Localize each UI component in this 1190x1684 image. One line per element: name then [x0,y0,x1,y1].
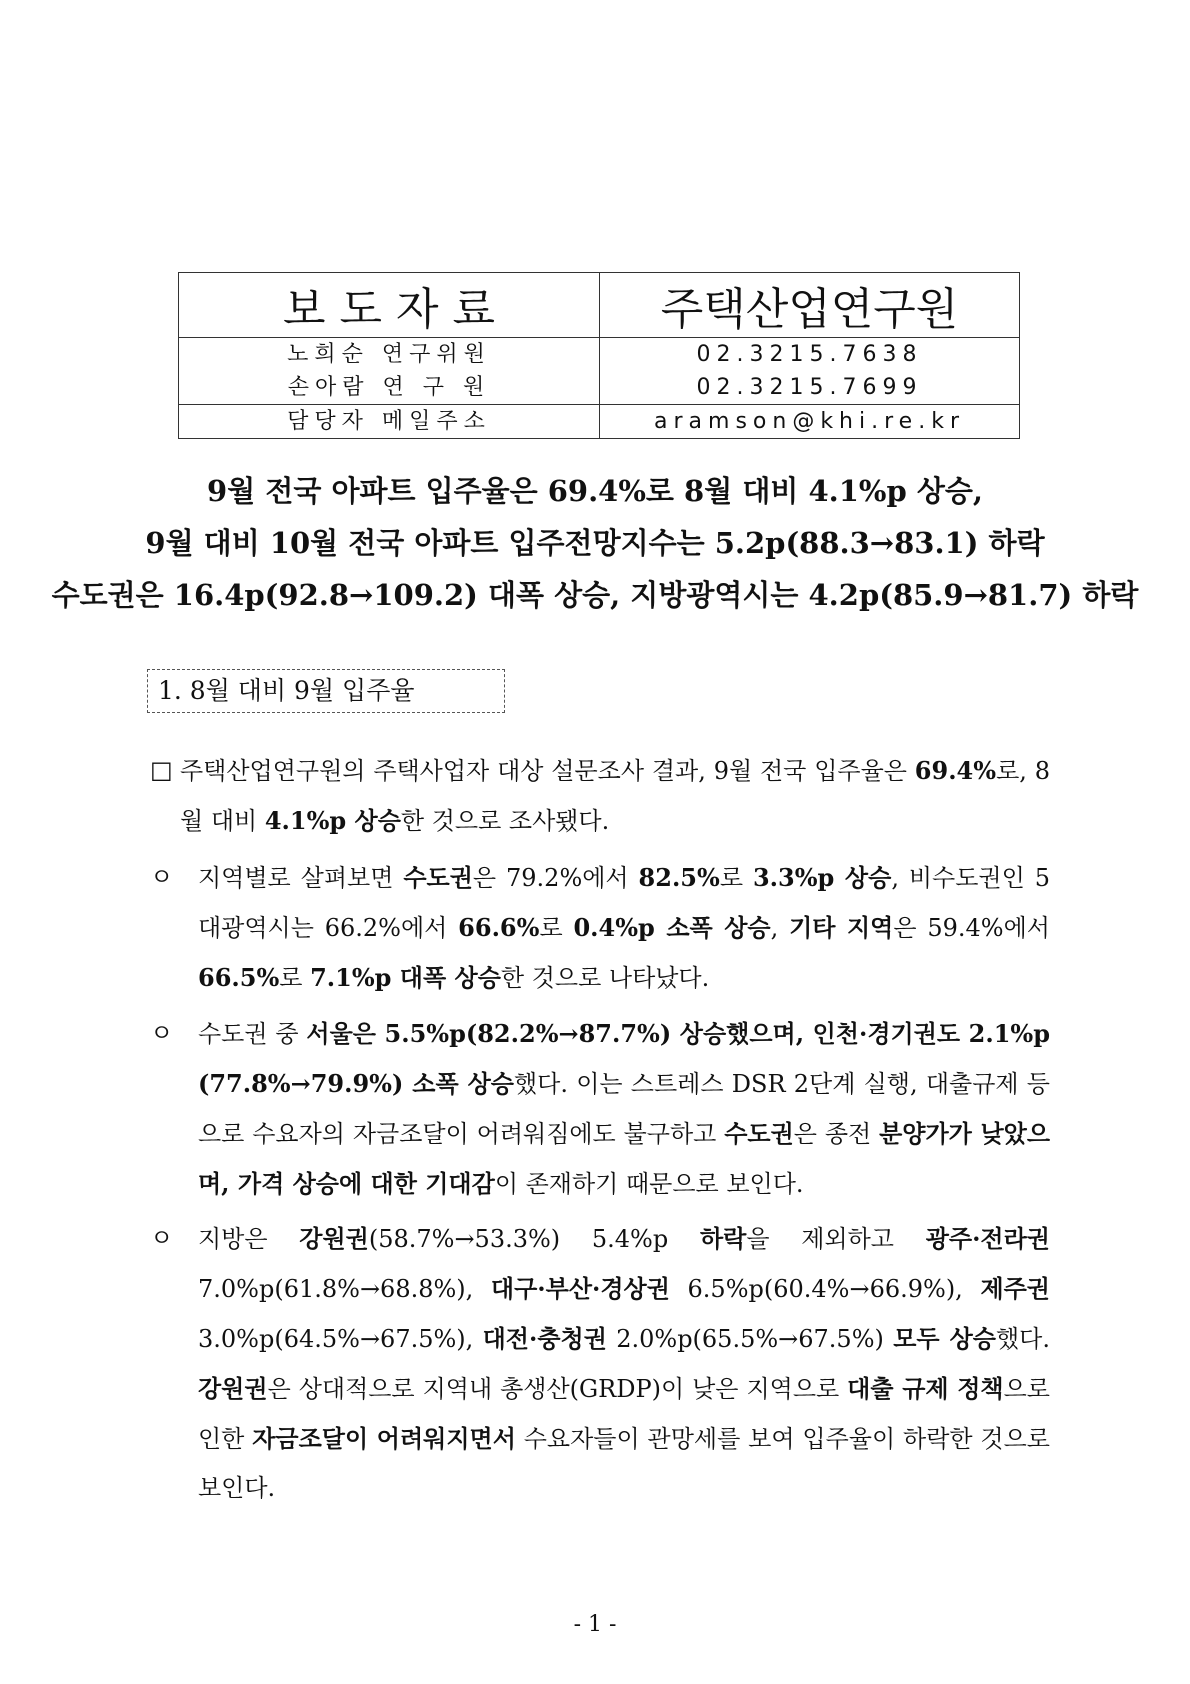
contact-phones [600,338,1020,405]
headline [0,465,1190,621]
headline-line1: 9월 전국 아파트 입주율은 69.4%로 8월 대비 4.1%p 상승, [207,474,983,508]
bullet-marker: ㅇ [150,1224,174,1252]
institute-name: 주택산업연구원 [600,273,1020,338]
section-1-title: 1. 8월 대비 9월 입주율 [147,669,505,713]
contact-names [179,338,600,405]
headline-line3: 수도권은 16.4p(92.8→109.2) 대폭 상승, 지방광역시는 4.2p(85.9→81.7) 하락 [51,578,1139,612]
email-label: 담당자 메일주소 [179,405,600,439]
bullet-marker: ㅇ [150,1019,174,1047]
page-number: - 1 - [573,1612,617,1637]
contact2-name: 손아람 연 구 원 [287,375,491,400]
contact1-phone: 02.3215.7638 [696,342,923,367]
bullet-marker: ㅇ [150,863,174,891]
press-release-header-table [178,272,1020,439]
box-marker: □ [150,756,173,784]
bullet-regional-text: 지역별로 살펴보면 수도권은 79.2%에서 82.5%로 3.3%p 상승, 비수도권인 5대광역시는 66.2%에서 66.6%로 0.4%p 소폭 상승, 기타 지역은 59.4%에서 66.5%로 7.1%p 대폭 상승한 것으로 나타났다. [198,863,1050,992]
contact1-name: 노희순 연구위원 [287,342,491,367]
email-address[interactable]: aramson@khi.re.kr [600,405,1020,439]
bullet-capital-area-text: 수도권 중 서울은 5.5%p(82.2%→87.7%) 상승했으며, 인천·경기권도 2.1%p (77.8%→79.9%) 소폭 상승했다. 이는 스트레스 DSR 2단계 실행, 대출규제 등으로 수요자의 자금조달이 어려워짐에도 불구하고 수도권은 종전 분양가가 낮았으며, 가격 상승에 대한 기대감이 존재하기 때문으로 보인다. [198,1019,1050,1198]
contact2-phone: 02.3215.7699 [696,375,923,400]
paragraph-summary-text: 주택산업연구원의 주택사업자 대상 설문조사 결과, 9월 전국 입주율은 69.4%로, 8월 대비 4.1%p 상승한 것으로 조사됐다. [180,756,1050,835]
bullet-provinces-text: 지방은 강원권(58.7%→53.3%) 5.4%p 하락을 제외하고 광주·전라권 7.0%p(61.8%→68.8%), 대구·부산·경상권 6.5%p(60.4%→66.9%), 제주권 3.0%p(64.5%→67.5%), 대전·충청권 2.0%p(65.5%→67.5%) 모두 상승했다. 강원권은 상대적으로 지역내 총생산(GRDP)이 낮은 지역으로 대출 규제 정책으로 인한 자금조달이 어려워지면서 수요자들이 관망세를 보여 입주율이 하락한 것으로 보인다. [198,1224,1050,1502]
press-release-title: 보 도 자 료 [179,273,600,338]
headline-line2: 9월 대비 10월 전국 아파트 입주전망지수는 5.2p(88.3→83.1) 하락 [145,526,1045,560]
